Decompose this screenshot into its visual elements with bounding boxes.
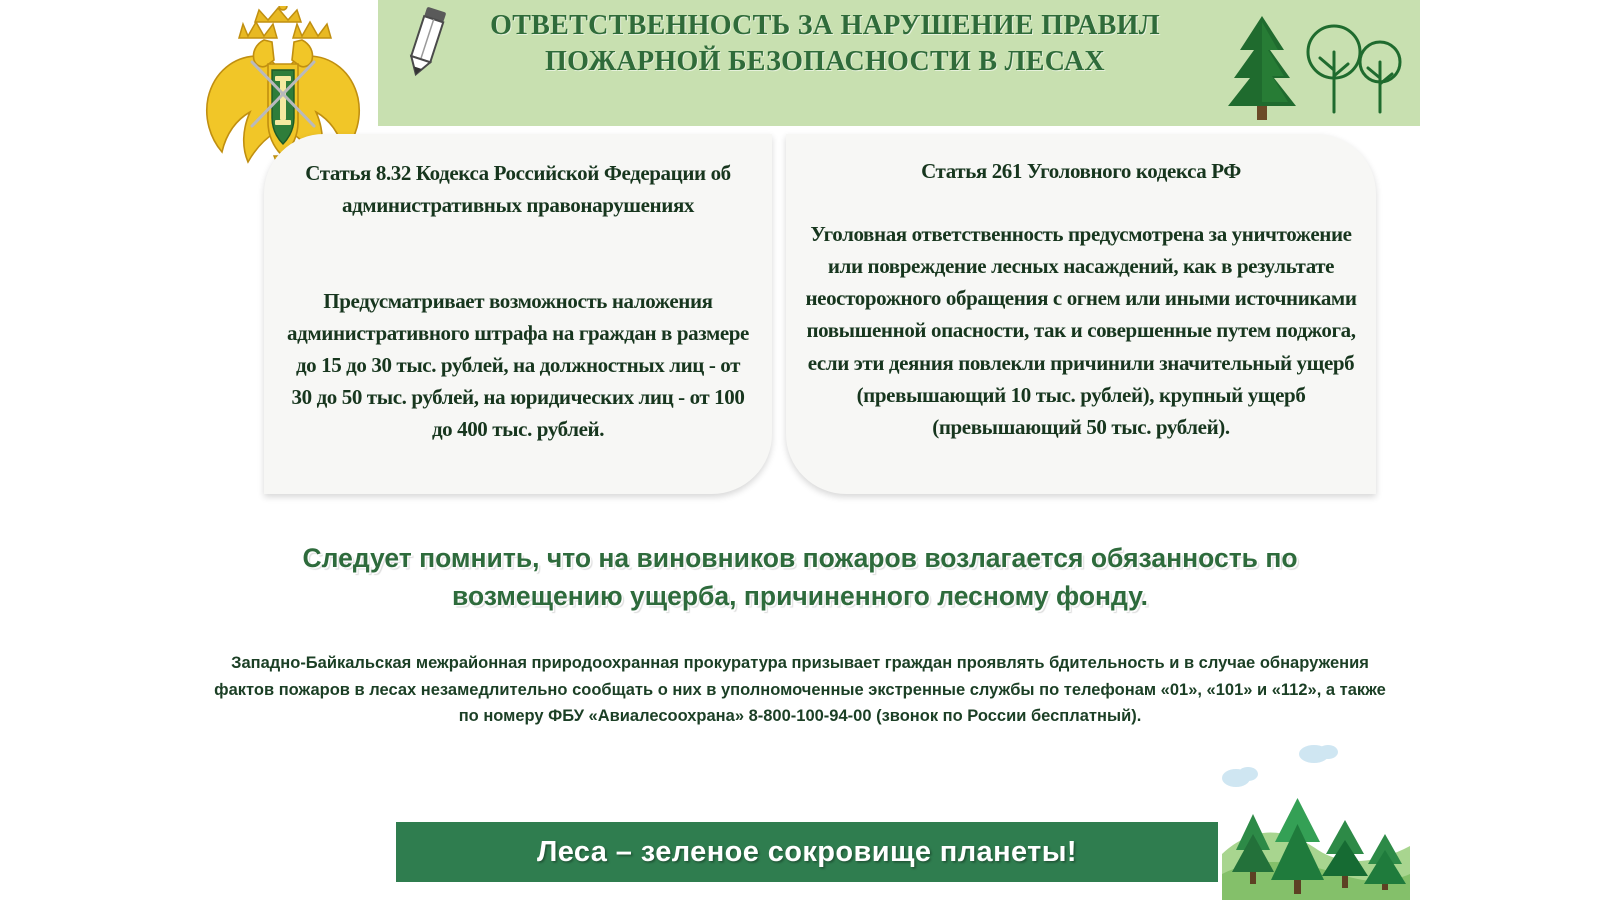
slogan-banner: [396, 822, 1218, 882]
article-card-title: Статья 261 Уголовного кодекса РФ: [921, 159, 1241, 183]
page-title: ОТВЕТСТВЕННОСТЬ ЗА НАРУШЕНИЕ ПРАВИЛ ПОЖАРНОЙ БЕЗОПАСНОСТИ В ЛЕСАХ: [490, 10, 1160, 77]
article-card-body: Уголовная ответственность предусмотрена за уничтожение или повреждение лесных насаждений, как в результате неосторожного обращения с огнем или иными источниками повышенной опасности, так и совершенные путем поджога, если эти деяния повлекли причинили значительный ущерб (превышающий 10 тыс. рублей), крупный ущерб (превышающий 50 тыс. рублей).: [805, 222, 1357, 439]
appeal-text: Западно-Байкальская межрайонная природоохранная прокуратура призывает граждан проявлять бдительность и в случае обнаружения фактов пожаров в лесах незамедлительно сообщать о них в уполномоченные экстренные службы по телефонам «01», «101» и «112», а также по номеру ФБУ «Авиалесоохрана» 8-800-100-94-00 (звонок по России бесплатный).: [214, 654, 1386, 726]
pencil-icon: [398, 6, 454, 80]
trees-outline-icon: [1300, 18, 1406, 114]
forest-illustration: [1222, 742, 1410, 900]
reminder-text: Следует помнить, что на виновников пожаров возлагается обязанность по возмещению ущерба, причиненного лесному фонду.: [302, 543, 1298, 611]
article-card-body: Предусматривает возможность наложения административного штрафа на граждан в размере до 15 до 30 тыс. рублей, на должностных лиц - от 30 до 50 тыс. рублей, на юридических лиц - от 100 до 400 тыс. рублей.: [287, 289, 749, 441]
slogan-text: Леса – зеленое сокровище планеты!: [537, 835, 1077, 868]
article-card-title: Статья 8.32 Кодекса Российской Федерации об административных правонарушениях: [305, 161, 731, 217]
fir-tree-icon: [1218, 14, 1306, 120]
article-card-261: [786, 134, 1376, 494]
article-card-8-32: [264, 134, 772, 494]
